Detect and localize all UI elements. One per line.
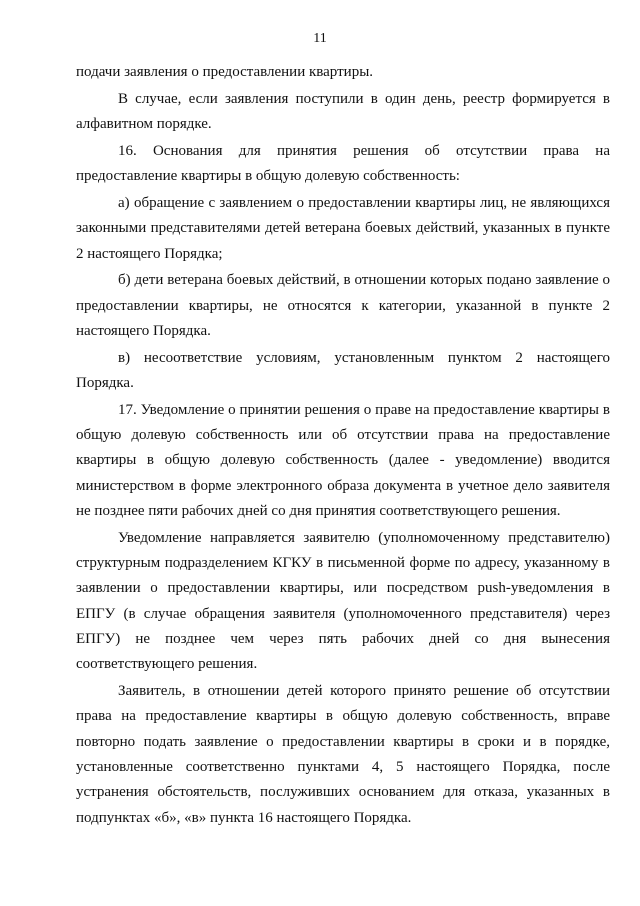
paragraph-reapplication: Заявитель, в отношении детей которого принято решение об отсутствии права на предоставление квартиры в общую долевую собственность, вправе повторно подать заявление о предоставлении квартиры в сроки и в порядке, установленные соответственно пунктами 4, 5 настоящего Порядка, после устранения обстоятельств, послуживших основанием для отказа, указанных в подпунктах «б», «в» пункта 16 настоящего Порядка. (76, 683, 610, 826)
document-body (76, 60, 610, 832)
paragraph-subitem-b: б) дети ветерана боевых действий, в отношении которых подано заявление о предоставлении квартиры, не относятся к категории, указанной в пункте 2 настоящего Порядка. (76, 272, 610, 339)
paragraph-notification-delivery: Уведомление направляется заявителю (уполномоченному представителю) структурным подразделением КГКУ в письменной форме по адресу, указанному в заявлении о предоставлении квартиры, или посредством push-уведомления в ЕПГУ (в случае обращения заявителя (уполномоченного представителя) через ЕПГУ) не позднее чем через пять рабочих дней со дня вынесения соответствующего решения. (76, 529, 610, 673)
paragraph-subitem-a: а) обращение с заявлением о предоставлении квартиры лиц, не являющихся законными представителями детей ветерана боевых действий, указанных в пункте 2 настоящего Порядка; (76, 194, 610, 262)
paragraph-registry-order: В случае, если заявления поступили в один день, реестр формируется в алфавитном порядке. (76, 90, 610, 133)
page-number: 11 (313, 31, 327, 46)
paragraph-continuation: подачи заявления о предоставлении квартиры. (76, 64, 374, 80)
paragraph-item-17: 17. Уведомление о принятии решения о праве на предоставление квартиры в общую долевую собственность или об отсутствии права на предоставление квартиры в общую долевую собственность (далее - уведомление) вводится министерством в форме электронного образа документа в учетное дело заявителя не позднее пяти рабочих дней со дня принятия соответствующего решения. (76, 401, 610, 520)
paragraph-subitem-v: в) несоответствие условиям, установленным пунктом 2 настоящего Порядка. (76, 349, 610, 392)
paragraph-item-16: 16. Основания для принятия решения об отсутствии права на предоставление квартиры в общую долевую собственность: (76, 142, 610, 185)
